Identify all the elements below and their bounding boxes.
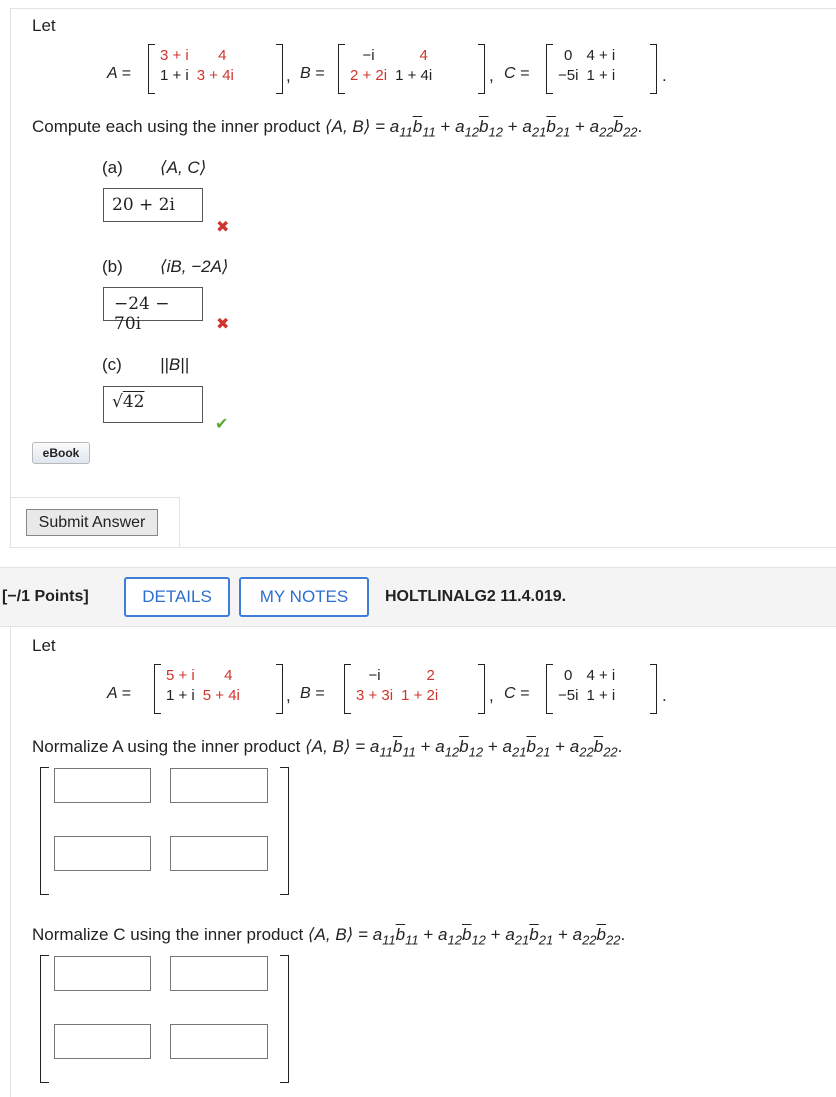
matrix-c-entry: 0 bbox=[564, 667, 573, 684]
matrix-a-label: A = bbox=[107, 685, 131, 702]
question-1-panel bbox=[10, 8, 836, 548]
inner-product-term: $a_{11}\overline{b}_{11}$ bbox=[389, 117, 436, 140]
divider bbox=[179, 498, 180, 548]
matrix-b-entry: 1 + 2i bbox=[401, 687, 439, 704]
matrix-c-entry: 4 + i bbox=[586, 667, 616, 684]
question-code: HOLTLINALG2 11.4.019. bbox=[385, 588, 567, 605]
matrix-b-entry: 2 + 2i bbox=[350, 67, 388, 84]
ebook-button[interactable]: eBook bbox=[32, 442, 90, 464]
matrix-b-label: B = bbox=[300, 65, 325, 82]
matrix-c-entry: 0 bbox=[564, 47, 573, 64]
points-label: [−/1 Points] bbox=[2, 588, 89, 605]
details-button[interactable]: DETAILS bbox=[124, 577, 230, 617]
matrix-a-entry: 3 + i bbox=[160, 47, 189, 64]
check-mark-icon: ✔ bbox=[215, 416, 229, 433]
matrix-c-label: C = bbox=[504, 65, 530, 82]
part-b-expression: ⟨iB, −2A⟩ bbox=[160, 257, 229, 276]
submit-answer-button[interactable]: Submit Answer bbox=[26, 509, 158, 536]
matrix-a-entry: 5 + 4i bbox=[202, 687, 240, 704]
part-b-label: (b) bbox=[102, 257, 123, 276]
bracket-right bbox=[650, 44, 657, 94]
matrix-c-label: C = bbox=[504, 685, 530, 702]
part-a-answer-field[interactable]: 20 + 2i bbox=[103, 188, 203, 222]
matrix-c-entry: 1 + i bbox=[586, 67, 616, 84]
normalized-c-entry-22[interactable] bbox=[170, 1024, 268, 1059]
bracket-right bbox=[478, 664, 485, 714]
prompt-text: Normalize A using the inner product bbox=[32, 737, 301, 756]
bracket-right bbox=[650, 664, 657, 714]
part-c-answer-field[interactable]: √42 bbox=[103, 386, 203, 423]
matrix-a-entry: 5 + i bbox=[166, 667, 195, 684]
bracket-right bbox=[280, 955, 289, 1083]
bracket-left bbox=[40, 767, 49, 895]
matrix-b-entry: 2 bbox=[426, 667, 435, 684]
part-a-expression: ⟨A, C⟩ bbox=[160, 158, 207, 177]
let-label: Let bbox=[32, 636, 56, 655]
bracket-left bbox=[338, 44, 345, 94]
bracket-left bbox=[154, 664, 161, 714]
matrix-c-entry: 1 + i bbox=[586, 687, 616, 704]
part-c-expression: ||B|| bbox=[160, 355, 190, 374]
bracket-left bbox=[148, 44, 155, 94]
matrix-a-entry: 4 bbox=[224, 667, 233, 684]
inner-product-lhs: ⟨A, B⟩ = bbox=[324, 117, 386, 136]
matrix-b-entry: 1 + 4i bbox=[395, 67, 433, 84]
matrix-a-entry: 3 + 4i bbox=[196, 67, 234, 84]
normalized-a-entry-11[interactable] bbox=[54, 768, 151, 803]
matrix-b-entry: −i bbox=[368, 667, 381, 684]
matrix-b bbox=[346, 46, 436, 86]
part-c-label: (c) bbox=[102, 355, 122, 374]
let-label: Let bbox=[32, 16, 56, 35]
normalized-c-entry-21[interactable] bbox=[54, 1024, 151, 1059]
bracket-left bbox=[546, 664, 553, 714]
normalized-a-entry-21[interactable] bbox=[54, 836, 151, 871]
bracket-right bbox=[478, 44, 485, 94]
matrix-b-entry: −i bbox=[362, 47, 375, 64]
bracket-left bbox=[546, 44, 553, 94]
matrix-b bbox=[352, 666, 442, 706]
matrix-c bbox=[554, 46, 619, 86]
inner-product-term: $a_{21}\overline{b}_{21}$ bbox=[522, 117, 571, 140]
part-b-answer-field[interactable]: −24 − 70i bbox=[103, 287, 203, 321]
prompt-text: Normalize C using the inner product bbox=[32, 925, 304, 944]
normalized-c-entry-12[interactable] bbox=[170, 956, 268, 991]
bracket-right bbox=[276, 664, 283, 714]
my-notes-button[interactable]: MY NOTES bbox=[239, 577, 369, 617]
prompt-text: Compute each using the inner product bbox=[32, 117, 321, 136]
matrix-c-entry: −5i bbox=[558, 67, 579, 84]
divider bbox=[10, 497, 180, 498]
inner-product-term: $a_{22}\overline{b}_{22}$ bbox=[589, 117, 638, 140]
matrix-c-entry: −5i bbox=[558, 687, 579, 704]
matrix-a-entry: 1 + i bbox=[160, 67, 189, 84]
bracket-left bbox=[344, 664, 351, 714]
matrix-c-entry: 4 + i bbox=[586, 47, 616, 64]
normalized-a-entry-12[interactable] bbox=[170, 768, 268, 803]
matrix-a-entry: 1 + i bbox=[166, 687, 195, 704]
matrix-c bbox=[554, 666, 619, 706]
normalized-a-entry-22[interactable] bbox=[170, 836, 268, 871]
bracket-right bbox=[280, 767, 289, 895]
inner-product-term: $a_{12}\overline{b}_{12}$ bbox=[455, 117, 503, 140]
matrix-b-label: B = bbox=[300, 685, 325, 702]
matrix-a bbox=[156, 46, 238, 86]
matrix-a-entry: 4 bbox=[218, 47, 227, 64]
normalize-a-prompt: Normalize A using the inner product ⟨A, B⟩ = $a_{11}\overline{b}_{11} + a_{12}\overline{b}_{12} + a_{21}\overline{b}_{21} + a_{22}\overline{b}_{22}$. bbox=[32, 737, 623, 760]
normalized-c-entry-11[interactable] bbox=[54, 956, 151, 991]
compute-prompt: Compute each using the inner product ⟨A, B⟩ = $a_{11}\overline{b}_{11} + a_{12}\overline{b}_{12} + a_{21}\overline{b}_{21} + a_{22}\overline{b}_{22}$. bbox=[32, 117, 643, 140]
x-mark-icon: ✖ bbox=[216, 316, 230, 333]
sqrt-sign: √ bbox=[112, 392, 123, 412]
part-a-label: (a) bbox=[102, 158, 123, 177]
matrix-a bbox=[162, 666, 244, 706]
bracket-right bbox=[276, 44, 283, 94]
matrix-b-entry: 4 bbox=[419, 47, 428, 64]
matrix-b-entry: 3 + 3i bbox=[356, 687, 394, 704]
x-mark-icon: ✖ bbox=[216, 219, 230, 236]
matrix-a-label: A = bbox=[107, 65, 131, 82]
bracket-left bbox=[40, 955, 49, 1083]
normalize-c-prompt: Normalize C using the inner product ⟨A, B⟩ = $a_{11}\overline{b}_{11} + a_{12}\overline{b}_{12} + a_{21}\overline{b}_{21} + a_{22}\overline{b}_{22}$. bbox=[32, 925, 626, 948]
